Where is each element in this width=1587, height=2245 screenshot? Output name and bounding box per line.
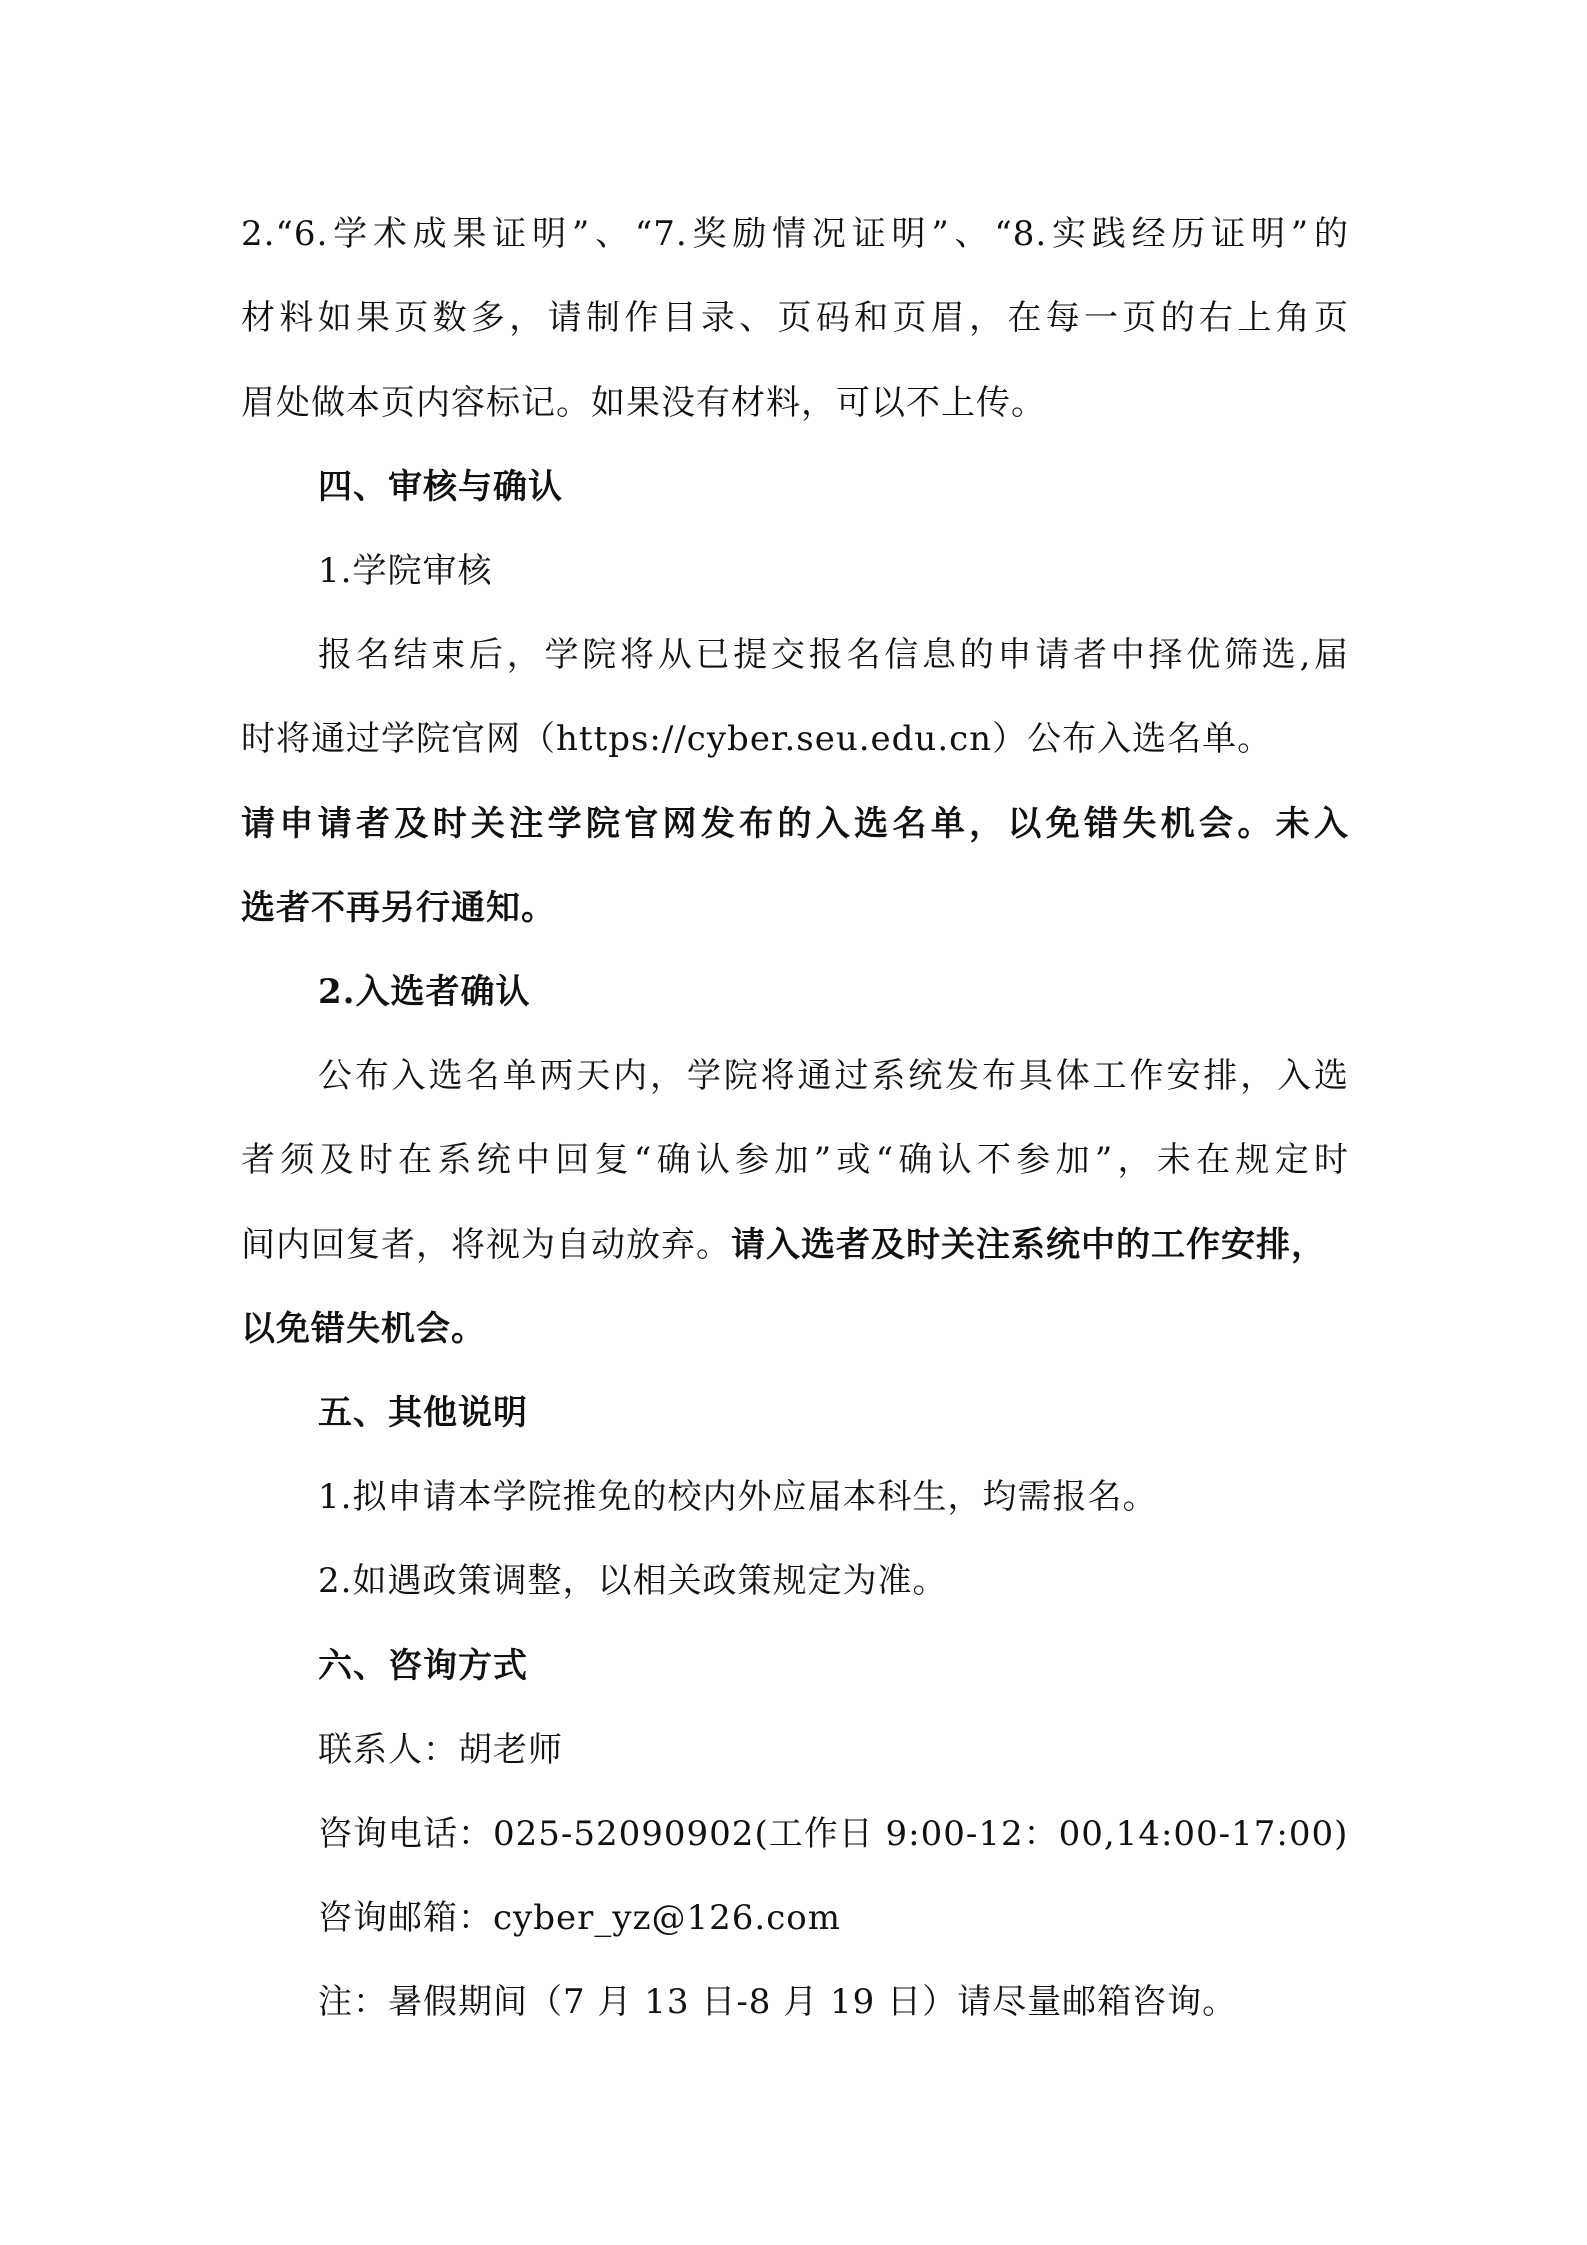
contact-person: 联系人：胡老师 [318,1730,563,1770]
section3-item2-line3: 眉处做本页内容标记。如果没有材料，可以不上传。 [241,383,1046,423]
section4-sub1-bold-line1: 请申请者及时关注学院官网发布的入选名单，以免错失机会。未入 [241,804,1349,844]
section6-heading: 六、咨询方式 [318,1646,528,1686]
contact-phone: 咨询电话：025-52090902(工作日 9:00-12：00,14:00-17:00) [318,1814,1349,1854]
section4-sub1-bold-line2: 选者不再另行通知。 [241,888,556,928]
section3-item2-line2: 材料如果页数多，请制作目录、页码和页眉，在每一页的右上角页 [241,298,1349,338]
section4-sub1-paragraph-line2: 时将通过学院官网（https://cyber.seu.edu.cn）公布入选名单。 [241,719,1273,759]
section4-sub1-paragraph-line1: 报名结束后，学院将从已提交报名信息的申请者中择优筛选,届 [318,635,1349,675]
section5-heading: 五、其他说明 [318,1393,528,1433]
section5-item1: 1.拟申请本学院推免的校内外应届本科生，均需报名。 [318,1477,1158,1517]
contact-email: 咨询邮箱：cyber_yz@126.com [318,1898,841,1938]
section4-sub2-paragraph-line2: 者须及时在系统中回复“确认参加”或“确认不参加”，未在规定时 [241,1140,1349,1180]
section4-sub2-line3-bold: 请入选者及时关注系统中的工作安排， [731,1225,1326,1265]
section4-sub2-paragraph-line3 [241,1223,1326,1267]
summer-note: 注：暑假期间（7 月 13 日-8 月 19 日）请尽量邮箱咨询。 [318,1982,1238,2022]
section4-sub2-bold-line4: 以免错失机会。 [241,1309,486,1349]
section4-sub1-heading: 1.学院审核 [318,551,493,591]
section4-sub2-heading: 2.入选者确认 [318,972,531,1012]
section5-item2: 2.如遇政策调整，以相关政策规定为准。 [318,1561,948,1601]
section4-heading: 四、审核与确认 [318,467,563,507]
section3-item2-line1: 2.“6.学术成果证明”、“7.奖励情况证明”、“8.实践经历证明”的 [241,214,1349,254]
section4-sub2-paragraph-line1: 公布入选名单两天内，学院将通过系统发布具体工作安排，入选 [318,1056,1349,1096]
section4-sub2-line3-normal: 间内回复者，将视为自动放弃。 [241,1225,731,1265]
